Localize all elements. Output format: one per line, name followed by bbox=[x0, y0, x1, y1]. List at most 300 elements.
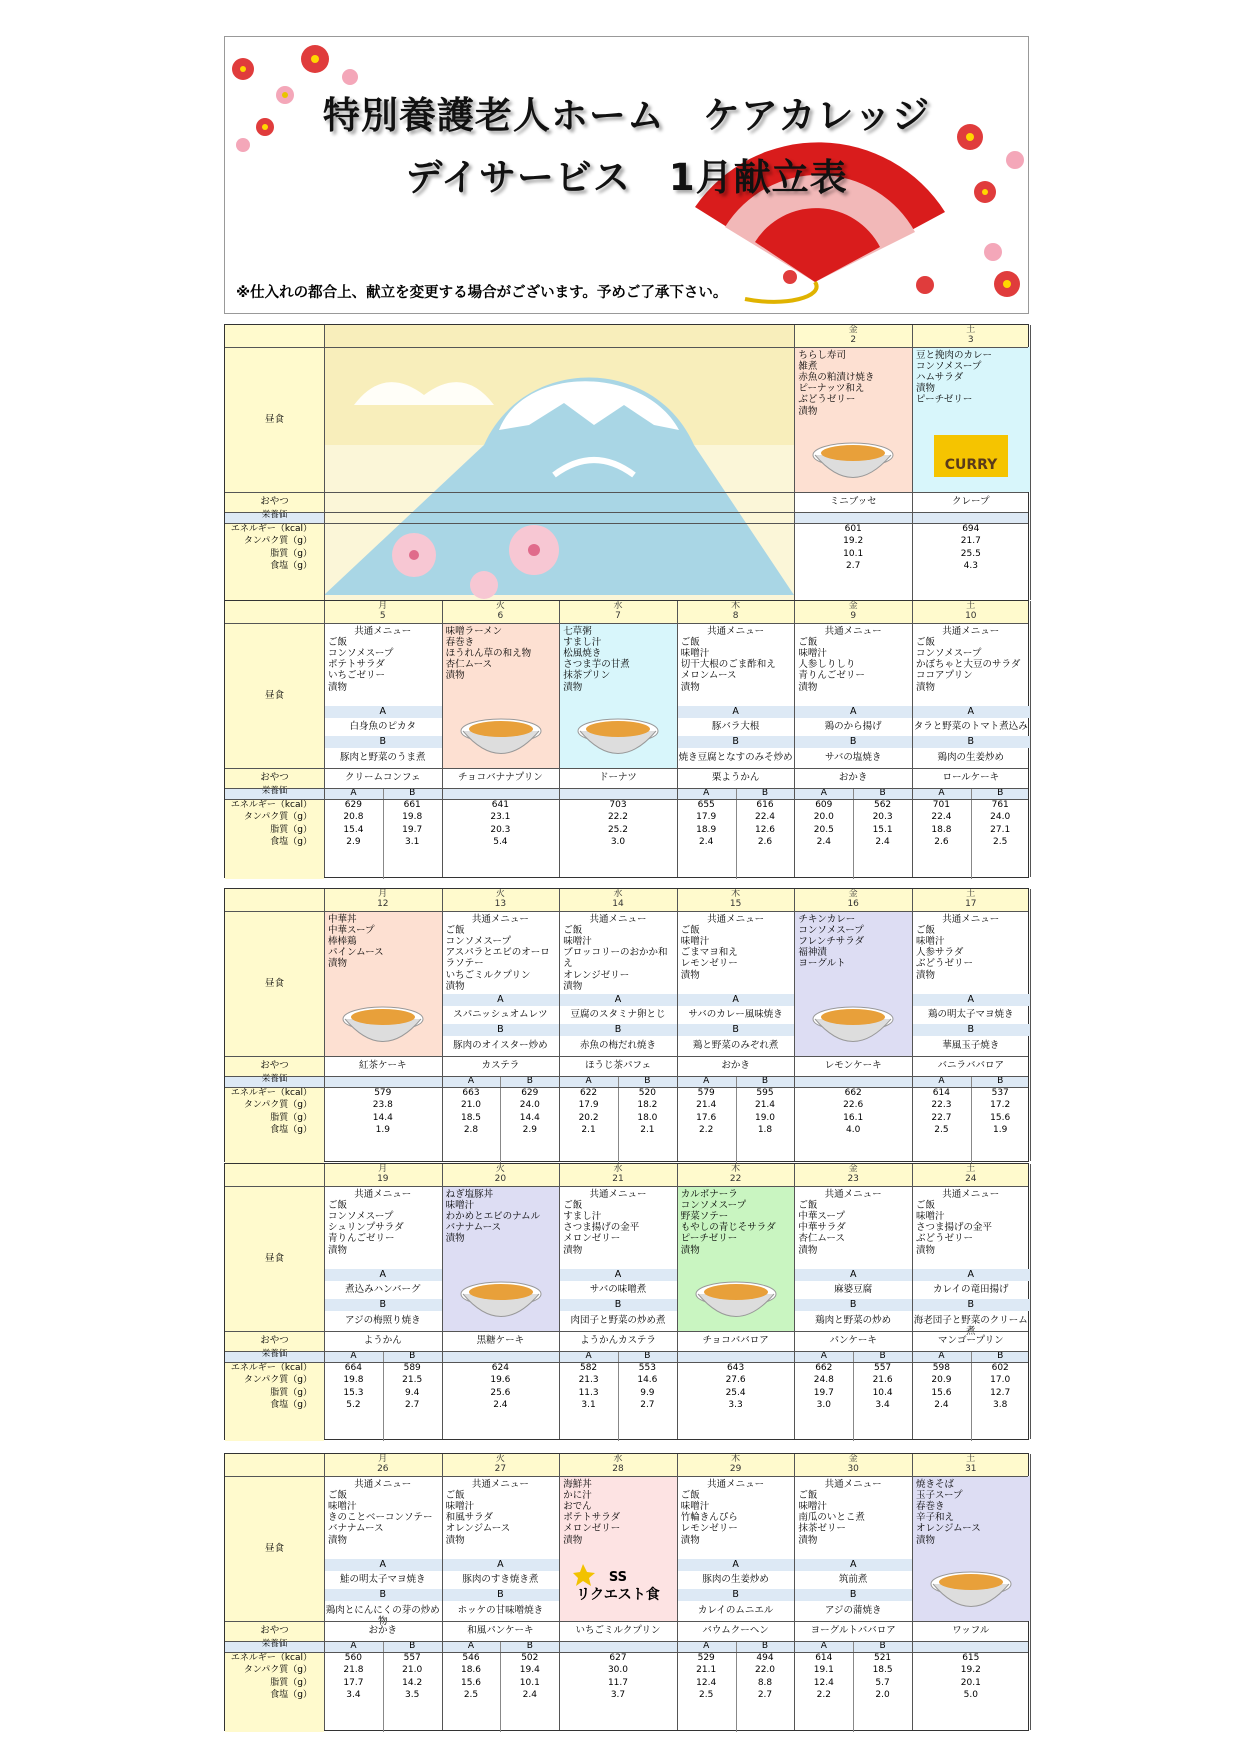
grid-line bbox=[225, 1331, 1028, 1332]
snack-item: ミニブッセ bbox=[829, 496, 877, 507]
common-menu-label: 共通メニュー bbox=[471, 1479, 529, 1490]
date-label: 27 bbox=[494, 1464, 507, 1474]
nutrition-value: 12.7 bbox=[990, 1387, 1011, 1398]
nutrition-split-line bbox=[853, 1641, 854, 1732]
nutrition-value: 22.7 bbox=[931, 1112, 952, 1123]
nutrition-row-labels bbox=[225, 523, 324, 572]
nutrition-value: 18.6 bbox=[460, 1665, 482, 1676]
nutrition-row-labels bbox=[225, 1087, 324, 1136]
nutrition-values-a bbox=[324, 799, 383, 848]
lunch-cell bbox=[559, 911, 677, 1056]
nutrition-values-a bbox=[794, 1362, 853, 1411]
day-column bbox=[912, 601, 1030, 879]
weekday-label: 金 bbox=[848, 1454, 858, 1464]
option-b-dish: アジの蒲焼き bbox=[824, 1605, 882, 1616]
snack-item: ドーナツ bbox=[599, 772, 637, 783]
nutrition-label: 栄養価 bbox=[261, 1639, 288, 1649]
lunch-cell bbox=[794, 623, 912, 768]
weekday-label: 月 bbox=[378, 1164, 388, 1174]
option-a-header: A bbox=[677, 994, 795, 1006]
nutrition-value: 14.2 bbox=[402, 1677, 423, 1688]
grid-line bbox=[225, 788, 1028, 789]
date-label: 12 bbox=[377, 899, 389, 909]
nutrition-b-header: B bbox=[409, 1351, 416, 1361]
option-a-header: A bbox=[794, 1269, 912, 1281]
option-a-dish: 筑前煮 bbox=[838, 1574, 868, 1585]
date-label: 24 bbox=[965, 1174, 977, 1184]
menu-text bbox=[677, 623, 795, 696]
weekday-label: 金 bbox=[848, 1164, 858, 1174]
nutrition-value: 2.4 bbox=[816, 836, 831, 847]
nutrition-value: 520 bbox=[638, 1088, 656, 1098]
date-label: 9 bbox=[850, 611, 857, 621]
nutrition-value: 602 bbox=[991, 1363, 1009, 1373]
menu-items: チキンカレー コンソメスープ フレンチサラダ 福神漬 ヨーグルト bbox=[798, 914, 865, 970]
nutrition-value: 18.5 bbox=[460, 1112, 482, 1123]
grid-column-line bbox=[442, 1454, 443, 1730]
nutrition-label-protein: タンパク質（g） bbox=[243, 1665, 312, 1676]
nutrition-value: 2.5 bbox=[699, 1689, 714, 1700]
nutrition-values-b bbox=[383, 1652, 442, 1701]
snack-item: チョコババロア bbox=[702, 1335, 769, 1346]
common-menu-label: 共通メニュー bbox=[942, 1189, 1000, 1200]
nutrition-value: 1.9 bbox=[375, 1124, 390, 1135]
nutrition-value: 19.7 bbox=[402, 824, 423, 835]
nutrition-values-b bbox=[736, 799, 795, 848]
nutrition-value: 3.0 bbox=[610, 836, 626, 847]
menu-text bbox=[677, 1476, 795, 1549]
option-b-header: B bbox=[794, 1589, 912, 1601]
grid-line bbox=[225, 1476, 1028, 1477]
nutrition-value: 2.5 bbox=[463, 1689, 479, 1700]
nutrition-value: 23.8 bbox=[372, 1100, 393, 1111]
option-b-dish: 鶏肉とにんにくの芽の炒め物 bbox=[325, 1605, 440, 1628]
nutrition-value: 4.3 bbox=[963, 560, 978, 571]
day-column bbox=[559, 889, 677, 1163]
nutrition-label: 栄養価 bbox=[261, 786, 288, 796]
lunch-cell bbox=[794, 1476, 912, 1621]
lunch-label: 昼食 bbox=[264, 413, 284, 425]
nutrition-value: 10.1 bbox=[843, 548, 864, 559]
weekday-label: 水 bbox=[613, 1454, 623, 1464]
nutrition-value: 15.6 bbox=[931, 1387, 952, 1398]
nutrition-value: 2.4 bbox=[522, 1689, 537, 1700]
nutrition-a-header: A bbox=[820, 1351, 827, 1361]
nutrition-value: 2.8 bbox=[463, 1124, 479, 1135]
nutrition-value: 3.8 bbox=[993, 1399, 1008, 1410]
option-a-dish: サバの味噌煮 bbox=[589, 1284, 647, 1295]
nutrition-value: 10.1 bbox=[519, 1677, 540, 1688]
common-menu-label: 共通メニュー bbox=[824, 1479, 882, 1490]
nutrition-value: 18.2 bbox=[637, 1100, 658, 1111]
menu-items: ご飯 味噌汁 竹輪きんぴら レモンゼリー 漬物 bbox=[680, 1490, 738, 1546]
nutrition-a-header: A bbox=[467, 1641, 475, 1651]
week-table bbox=[224, 1453, 1029, 1731]
day-column bbox=[442, 889, 560, 1163]
snack-item: ワッフル bbox=[952, 1625, 990, 1636]
grid-column-line bbox=[912, 1454, 913, 1730]
option-a-header: A bbox=[324, 1559, 442, 1571]
lunch-cell bbox=[677, 1476, 795, 1621]
nutrition-value: 629 bbox=[521, 1088, 539, 1098]
menu-items: ご飯 味噌汁 人参しりしり 青りんごゼリー 漬物 bbox=[798, 637, 865, 693]
nutrition-b-header: B bbox=[526, 1641, 533, 1651]
nutrition-value: 5.0 bbox=[963, 1689, 978, 1700]
option-b-header: B bbox=[559, 1024, 677, 1036]
nutrition-values-b bbox=[971, 1087, 1030, 1136]
nutrition-value: 19.6 bbox=[490, 1375, 511, 1386]
date-label: 16 bbox=[847, 899, 859, 909]
nutrition-value: 595 bbox=[756, 1088, 774, 1098]
weekday-label: 火 bbox=[495, 889, 505, 899]
nutrition-value: 589 bbox=[403, 1363, 421, 1373]
menu-items: ご飯 味噌汁 ごまマヨ和え レモンゼリー 漬物 bbox=[680, 925, 738, 981]
grid-column-line bbox=[794, 325, 795, 600]
nutrition-values bbox=[794, 1087, 912, 1136]
option-a-header: A bbox=[559, 1269, 677, 1281]
lunch-cell bbox=[442, 623, 560, 768]
weekday-label: 土 bbox=[966, 325, 976, 335]
option-a-dish: 鶏の明太子マヨ焼き bbox=[928, 1009, 1014, 1020]
grid-column-line bbox=[559, 889, 560, 1161]
menu-items: 味噌ラーメン 春巻き ほうれん草の和え物 杏仁ムース 漬物 bbox=[445, 626, 532, 682]
weekday-label: 金 bbox=[848, 325, 858, 335]
weekday-label: 土 bbox=[966, 1164, 976, 1174]
snack-label: おやつ bbox=[260, 496, 289, 507]
lunch-cell bbox=[324, 911, 442, 1056]
option-a-dish: 鮭の明太子マヨ焼き bbox=[340, 1574, 426, 1585]
snack-item: ヨーグルトババロア bbox=[810, 1625, 896, 1636]
date-label: 7 bbox=[615, 611, 621, 621]
week-table bbox=[224, 888, 1029, 1162]
common-menu-label: 共通メニュー bbox=[707, 1479, 765, 1490]
weekday-label: 水 bbox=[613, 889, 623, 899]
date-label: 19 bbox=[377, 1174, 389, 1184]
day-column bbox=[912, 1454, 1030, 1732]
nutrition-label-energy: エネルギー（kcal） bbox=[230, 524, 312, 534]
nutrition-value: 2.1 bbox=[640, 1124, 655, 1135]
nutrition-value: 614 bbox=[815, 1653, 833, 1663]
nutrition-value: 3.4 bbox=[875, 1399, 890, 1410]
option-a-dish: 豆腐のスタミナ卵とじ bbox=[570, 1009, 666, 1020]
nutrition-value: 553 bbox=[638, 1363, 656, 1373]
nutrition-split-line bbox=[618, 1351, 619, 1441]
nutrition-value: 655 bbox=[697, 800, 715, 810]
date-label: 3 bbox=[967, 335, 974, 345]
nutrition-value: 557 bbox=[403, 1653, 421, 1663]
option-b-header: B bbox=[442, 1589, 560, 1601]
lunch-cell bbox=[912, 1476, 1030, 1621]
nutrition-label-energy: エネルギー（kcal） bbox=[230, 1088, 312, 1098]
grid-line bbox=[225, 1351, 1028, 1352]
week-table bbox=[224, 600, 1029, 878]
option-b-header: B bbox=[559, 1299, 677, 1311]
day-column bbox=[794, 325, 912, 602]
snack-item: カステラ bbox=[481, 1060, 520, 1071]
nutrition-b-header: B bbox=[997, 1351, 1004, 1361]
chuka-don-image bbox=[338, 989, 428, 1051]
option-b-dish: 鶏肉と野菜の炒め bbox=[815, 1315, 892, 1326]
menu-text bbox=[559, 623, 677, 696]
snack-item: マンゴープリン bbox=[937, 1335, 1004, 1346]
grid-line bbox=[225, 1652, 1028, 1653]
nutrition-label-salt: 食塩（g） bbox=[270, 836, 312, 847]
nutrition-value: 18.0 bbox=[637, 1112, 658, 1123]
option-a-dish: 豚バラ大根 bbox=[711, 721, 760, 732]
mt-fuji-new-year-image bbox=[324, 325, 794, 602]
option-a-dish: 豚肉のすき焼き煮 bbox=[462, 1574, 539, 1585]
day-column bbox=[442, 1454, 560, 1732]
nutrition-split-line bbox=[971, 788, 972, 879]
menu-items: ご飯 すまし汁 さつま揚げの金平 メロンゼリー 漬物 bbox=[563, 1200, 640, 1256]
lunch-cell bbox=[324, 623, 442, 768]
nutrition-value: 2.0 bbox=[875, 1689, 890, 1700]
nutrition-split-line bbox=[500, 1641, 501, 1732]
option-b-header: B bbox=[324, 1589, 442, 1601]
menu-items: ご飯 コンソメスープ シュリンプサラダ 青りんごゼリー 漬物 bbox=[328, 1200, 404, 1256]
nutrition-label-fat: 脂質（g） bbox=[270, 824, 312, 835]
nutrition-value: 15.6 bbox=[460, 1677, 482, 1688]
nutrition-value: 537 bbox=[991, 1088, 1009, 1098]
menu-items: ご飯 味噌汁 さつま揚げの金平 ぶどうゼリー 漬物 bbox=[916, 1200, 993, 1256]
nutrition-b-header: B bbox=[409, 788, 416, 798]
nanakusa-herbs-image bbox=[573, 701, 663, 763]
nutrition-value: 20.9 bbox=[931, 1375, 952, 1386]
menu-items: 焼きそば 玉子スープ 春巻き 辛子和え オレンジムース 漬物 bbox=[916, 1479, 981, 1546]
grid-line bbox=[225, 1087, 1028, 1088]
nutrition-values-a bbox=[912, 799, 971, 848]
nutrition-values bbox=[442, 1362, 560, 1411]
nutrition-a-header: A bbox=[938, 1076, 945, 1086]
menu-text bbox=[794, 347, 912, 420]
nutrition-values bbox=[912, 1652, 1030, 1701]
menu-items: 中華丼 中華スープ 棒棒鶏 パインムース 漬物 bbox=[328, 914, 384, 970]
date-label: 10 bbox=[965, 611, 977, 621]
menu-text bbox=[794, 623, 912, 696]
weekday-label: 火 bbox=[495, 1164, 505, 1174]
lunch-cell bbox=[442, 1476, 560, 1621]
nutrition-values bbox=[324, 1087, 442, 1136]
grid-line bbox=[225, 512, 1028, 513]
menu-items: ご飯 コンソメスープ ポテトサラダ いちごゼリー 漬物 bbox=[328, 637, 394, 693]
nutrition-value: 663 bbox=[462, 1088, 480, 1098]
menu-items: 七草粥 すまし汁 松風焼き さつま芋の甘煮 抹茶プリン 漬物 bbox=[563, 626, 630, 693]
menu-text bbox=[324, 911, 442, 973]
grid-column-line bbox=[912, 1164, 913, 1439]
nutrition-b-header: B bbox=[761, 1641, 769, 1651]
nutrition-value: 22.0 bbox=[754, 1665, 776, 1676]
nutrition-value: 2.7 bbox=[405, 1399, 420, 1410]
day-column bbox=[559, 601, 677, 879]
weekday-label: 土 bbox=[966, 601, 976, 611]
common-menu-label: 共通メニュー bbox=[354, 626, 412, 637]
menu-title: デイサービス 1月献立表 bbox=[405, 156, 848, 199]
nutrition-row-labels bbox=[225, 799, 324, 848]
nutrition-value: 19.8 bbox=[343, 1375, 364, 1386]
nutrition-label: 栄養価 bbox=[261, 510, 288, 520]
nutrition-b-header: B bbox=[997, 788, 1004, 798]
nutrition-value: 643 bbox=[727, 1363, 745, 1373]
day-column bbox=[324, 1454, 442, 1732]
common-menu-label: 共通メニュー bbox=[707, 914, 765, 925]
nutrition-value: 19.2 bbox=[843, 536, 864, 547]
lunch-cell bbox=[677, 623, 795, 768]
menu-text bbox=[559, 911, 677, 995]
nutrition-value: 2.7 bbox=[640, 1399, 655, 1410]
nutrition-split-line bbox=[736, 1076, 737, 1163]
nutrition-label-protein: タンパク質（g） bbox=[243, 812, 312, 823]
carbonara-image bbox=[691, 1264, 781, 1326]
option-a-dish: 煮込みハンバーグ bbox=[345, 1284, 421, 1295]
nutrition-value: 14.4 bbox=[372, 1112, 393, 1123]
day-column bbox=[677, 889, 795, 1163]
date-label: 30 bbox=[847, 1464, 859, 1474]
nutrition-value: 17.9 bbox=[696, 812, 717, 823]
option-a-dish: カレイの竜田揚げ bbox=[933, 1284, 1009, 1295]
nutrition-value: 3.0 bbox=[816, 1399, 831, 1410]
nutrition-value: 18.5 bbox=[872, 1665, 893, 1676]
nutrition-row-labels bbox=[225, 1362, 324, 1411]
nutrition-a-header: A bbox=[350, 788, 357, 798]
menu-text bbox=[912, 1186, 1030, 1259]
nutrition-value: 19.7 bbox=[813, 1387, 834, 1398]
nutrition-b-header: B bbox=[761, 788, 769, 798]
option-b-dish: 海老団子と野菜のクリーム煮 bbox=[913, 1315, 1028, 1338]
menu-items: ご飯 中華スープ 中華サラダ 杏仁ムース 漬物 bbox=[798, 1200, 846, 1256]
nutrition-a-header: A bbox=[350, 1641, 357, 1651]
nutrition-a-header: A bbox=[467, 1076, 475, 1086]
nutrition-value: 22.3 bbox=[931, 1100, 952, 1111]
nutrition-value: 17.6 bbox=[696, 1112, 717, 1123]
nutrition-value: 14.4 bbox=[519, 1112, 540, 1123]
snack-item: レモンケーキ bbox=[824, 1060, 882, 1071]
notice-text: ※仕入れの都合上、献立を変更する場合がございます。予めご了承下さい。 bbox=[236, 285, 728, 301]
day-column bbox=[794, 1454, 912, 1732]
nutrition-b-header: B bbox=[644, 1351, 651, 1361]
nutrition-value: 2.6 bbox=[757, 836, 773, 847]
grid-column-line bbox=[677, 889, 678, 1161]
nutrition-values-b bbox=[500, 1652, 559, 1701]
nutrition-value: 23.1 bbox=[490, 812, 511, 823]
date-label: 28 bbox=[612, 1464, 624, 1474]
nutrition-values-a bbox=[559, 1362, 618, 1411]
grid-line bbox=[225, 1186, 1028, 1187]
grid-column-line bbox=[794, 1164, 795, 1439]
nutrition-values bbox=[677, 1362, 795, 1411]
day-column bbox=[677, 601, 795, 879]
common-menu-label: 共通メニュー bbox=[354, 1479, 412, 1490]
weekday-label: 火 bbox=[495, 1454, 505, 1464]
grid-column-line bbox=[912, 601, 913, 877]
nutrition-split-line bbox=[971, 1351, 972, 1441]
nutrition-value: 9.9 bbox=[640, 1387, 655, 1398]
nutrition-value: 2.6 bbox=[934, 836, 949, 847]
nutrition-values bbox=[559, 1652, 677, 1701]
snack-item: クレープ bbox=[952, 496, 990, 507]
grid-column-line bbox=[1030, 325, 1031, 600]
grid-line bbox=[225, 799, 1028, 800]
date-label: 31 bbox=[965, 1464, 977, 1474]
nutrition-value: 19.2 bbox=[960, 1665, 981, 1676]
grid-line bbox=[225, 523, 1028, 524]
day-column bbox=[324, 601, 442, 879]
nutrition-value: 546 bbox=[462, 1653, 480, 1663]
nutrition-value: 3.3 bbox=[728, 1399, 743, 1410]
nutrition-value: 25.2 bbox=[607, 824, 628, 835]
nutrition-value: 20.0 bbox=[813, 812, 834, 823]
option-b-dish: 赤魚の梅だれ焼き bbox=[579, 1040, 656, 1051]
nutrition-values-b bbox=[618, 1362, 677, 1411]
date-label: 2 bbox=[850, 335, 857, 345]
snack-label: おやつ bbox=[260, 1060, 289, 1071]
menu-items: ご飯 味噌汁 人参サラダ ぶどうゼリー 漬物 bbox=[916, 925, 974, 981]
nutrition-split-line bbox=[500, 1076, 501, 1163]
week-table bbox=[224, 324, 1029, 601]
option-b-dish: 鶏と野菜のみぞれ煮 bbox=[692, 1040, 779, 1051]
date-label: 20 bbox=[494, 1174, 507, 1184]
lunch-cell bbox=[794, 1186, 912, 1331]
option-b-dish: ホッケの甘味噌焼き bbox=[457, 1605, 544, 1616]
option-a-header: A bbox=[324, 1269, 442, 1281]
nutrition-value: 20.2 bbox=[578, 1112, 599, 1123]
snack-item: いちごミルクプリン bbox=[575, 1625, 661, 1636]
nutrition-value: 4.0 bbox=[846, 1124, 861, 1135]
nutrition-a-header: A bbox=[703, 1641, 710, 1651]
grid-column-line bbox=[912, 325, 913, 600]
nutrition-value: 1.9 bbox=[993, 1124, 1008, 1135]
nutrition-values bbox=[912, 523, 1030, 572]
snack-label: おやつ bbox=[260, 1625, 289, 1636]
nutrition-values-a bbox=[324, 1362, 383, 1411]
option-b-header: B bbox=[794, 736, 912, 748]
nutrition-label-protein: タンパク質（g） bbox=[243, 1100, 312, 1111]
date-label: 17 bbox=[965, 899, 977, 909]
nutrition-values-b bbox=[736, 1087, 795, 1136]
menu-items: ご飯 味噌汁 きのことベーコンソテー バナナムース 漬物 bbox=[328, 1490, 433, 1546]
menu-text bbox=[442, 623, 560, 685]
menu-text bbox=[677, 911, 795, 984]
nutrition-values-a bbox=[442, 1652, 501, 1701]
nutrition-value: 598 bbox=[932, 1363, 950, 1373]
nutrition-value: 24.8 bbox=[813, 1375, 834, 1386]
day-column bbox=[442, 601, 560, 879]
nutrition-value: 12.4 bbox=[696, 1677, 717, 1688]
nutrition-value: 2.2 bbox=[699, 1124, 714, 1135]
nutrition-label-fat: 脂質（g） bbox=[270, 1112, 312, 1123]
option-b-header: B bbox=[794, 1299, 912, 1311]
snack-item: ようかんカステラ bbox=[580, 1335, 656, 1346]
nutrition-split-line bbox=[853, 788, 854, 879]
snack-item: おかき bbox=[368, 1625, 398, 1636]
grid-line bbox=[225, 768, 1028, 769]
nutrition-values bbox=[559, 799, 677, 848]
nutrition-value: 2.9 bbox=[346, 836, 361, 847]
menu-text bbox=[442, 1476, 560, 1549]
nutrition-values-b bbox=[971, 1362, 1030, 1411]
nutrition-value: 21.0 bbox=[460, 1100, 482, 1111]
nutrition-value: 15.4 bbox=[343, 824, 364, 835]
menu-text bbox=[442, 911, 560, 995]
nutrition-value: 27.6 bbox=[725, 1375, 746, 1386]
nutrition-label-salt: 食塩（g） bbox=[270, 1124, 312, 1135]
lunch-cell bbox=[912, 347, 1030, 492]
nutrition-value: 25.4 bbox=[725, 1387, 746, 1398]
snack-item: おかき bbox=[838, 772, 868, 783]
date-label: 8 bbox=[732, 611, 739, 621]
request-meal-title: SS bbox=[608, 1570, 628, 1585]
nutrition-value: 616 bbox=[756, 800, 774, 810]
nutrition-value: 19.8 bbox=[402, 812, 423, 823]
